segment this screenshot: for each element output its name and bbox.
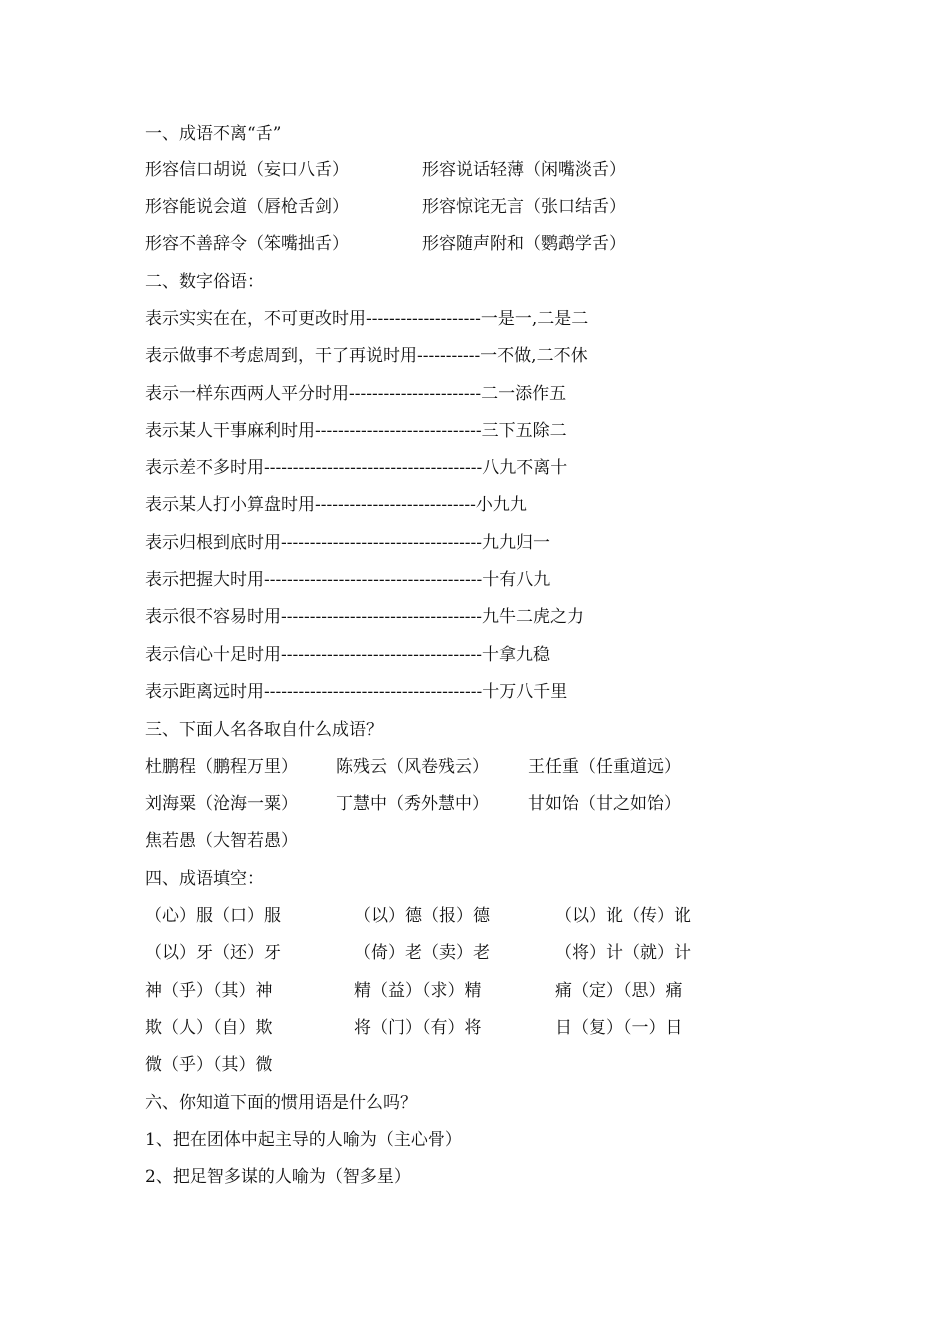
s2-item: 表示把握大时用--------------------------------------十有八九 xyxy=(145,570,551,590)
s2-item: 表示很不容易时用-----------------------------------九牛二虎之力 xyxy=(145,607,585,627)
s6-item: 1、把在团体中起主导的人喻为（主心骨） xyxy=(145,1130,462,1150)
s2-item: 表示实实在在，不可更改时用--------------------一是一,二是二 xyxy=(145,309,589,329)
s3-cell: 丁慧中（秀外慧中） xyxy=(336,794,489,814)
s4-cell: （将）计（就）计 xyxy=(555,943,691,963)
s4-cell: 欺（人）（自）欺 xyxy=(145,1018,273,1038)
section-1-heading: 一、成语不离“舌” xyxy=(145,124,282,144)
s2-item: 表示某人打小算盘时用----------------------------小九九 xyxy=(145,495,527,515)
section-6-heading: 六、你知道下面的惯用语是什么吗？ xyxy=(145,1093,417,1113)
s1-row-3-left: 形容不善辞令（笨嘴拙舌） xyxy=(145,234,349,254)
s1-row-3-right: 形容随声附和（鹦鹉学舌） xyxy=(422,234,626,254)
s1-row-1-left: 形容信口胡说（妄口八舌） xyxy=(145,160,349,180)
s4-cell: （倚）老（卖）老 xyxy=(354,943,490,963)
s4-cell: （以）讹（传）讹 xyxy=(555,906,691,926)
s4-cell: （以）德（报）德 xyxy=(354,906,490,926)
section-4-heading: 四、成语填空： xyxy=(145,869,264,889)
s3-cell: 刘海粟（沧海一粟） xyxy=(145,794,298,814)
s1-row-2-left: 形容能说会道（唇枪舌剑） xyxy=(145,197,349,217)
section-3-heading: 三、下面人名各取自什么成语？ xyxy=(145,720,383,740)
s4-cell: 神（乎）（其）神 xyxy=(145,981,273,1001)
s6-item: 2、把足智多谋的人喻为（智多星） xyxy=(145,1167,411,1187)
s4-cell: （以）牙（还）牙 xyxy=(145,943,281,963)
s4-cell: 将（门）（有）将 xyxy=(354,1018,482,1038)
s1-row-2-right: 形容惊诧无言（张口结舌） xyxy=(422,197,626,217)
s1-row-1-right: 形容说话轻薄（闲嘴淡舌） xyxy=(422,160,626,180)
s3-cell: 王任重（任重道远） xyxy=(528,757,681,777)
s2-item: 表示差不多时用--------------------------------------八九不离十 xyxy=(145,458,568,478)
s2-item: 表示归根到底时用-----------------------------------九九归一 xyxy=(145,533,551,553)
s3-cell: 甘如饴（甘之如饴） xyxy=(528,794,681,814)
s4-cell: 精（益）（求）精 xyxy=(354,981,482,1001)
s2-item: 表示做事不考虑周到，干了再说时用-----------一不做,二不休 xyxy=(145,346,588,366)
s4-cell: 痛（定）（思）痛 xyxy=(555,981,683,1001)
s4-cell: （心）服（口）服 xyxy=(145,906,281,926)
s3-cell: 杜鹏程（鹏程万里） xyxy=(145,757,298,777)
s2-item: 表示一样东西两人平分时用-----------------------二一添作五 xyxy=(145,384,567,404)
s4-cell: 日（复）（一）日 xyxy=(555,1018,683,1038)
section-2-heading: 二、数字俗语： xyxy=(145,272,264,292)
s3-cell: 焦若愚（大智若愚） xyxy=(145,831,298,851)
s2-item: 表示信心十足时用-----------------------------------十拿九稳 xyxy=(145,645,551,665)
s2-item: 表示某人干事麻利时用-----------------------------三下五除二 xyxy=(145,421,567,441)
s4-cell: 微（乎）（其）微 xyxy=(145,1055,273,1075)
s3-cell: 陈残云（风卷残云） xyxy=(336,757,489,777)
s2-item: 表示距离远时用--------------------------------------十万八千里 xyxy=(145,682,568,702)
